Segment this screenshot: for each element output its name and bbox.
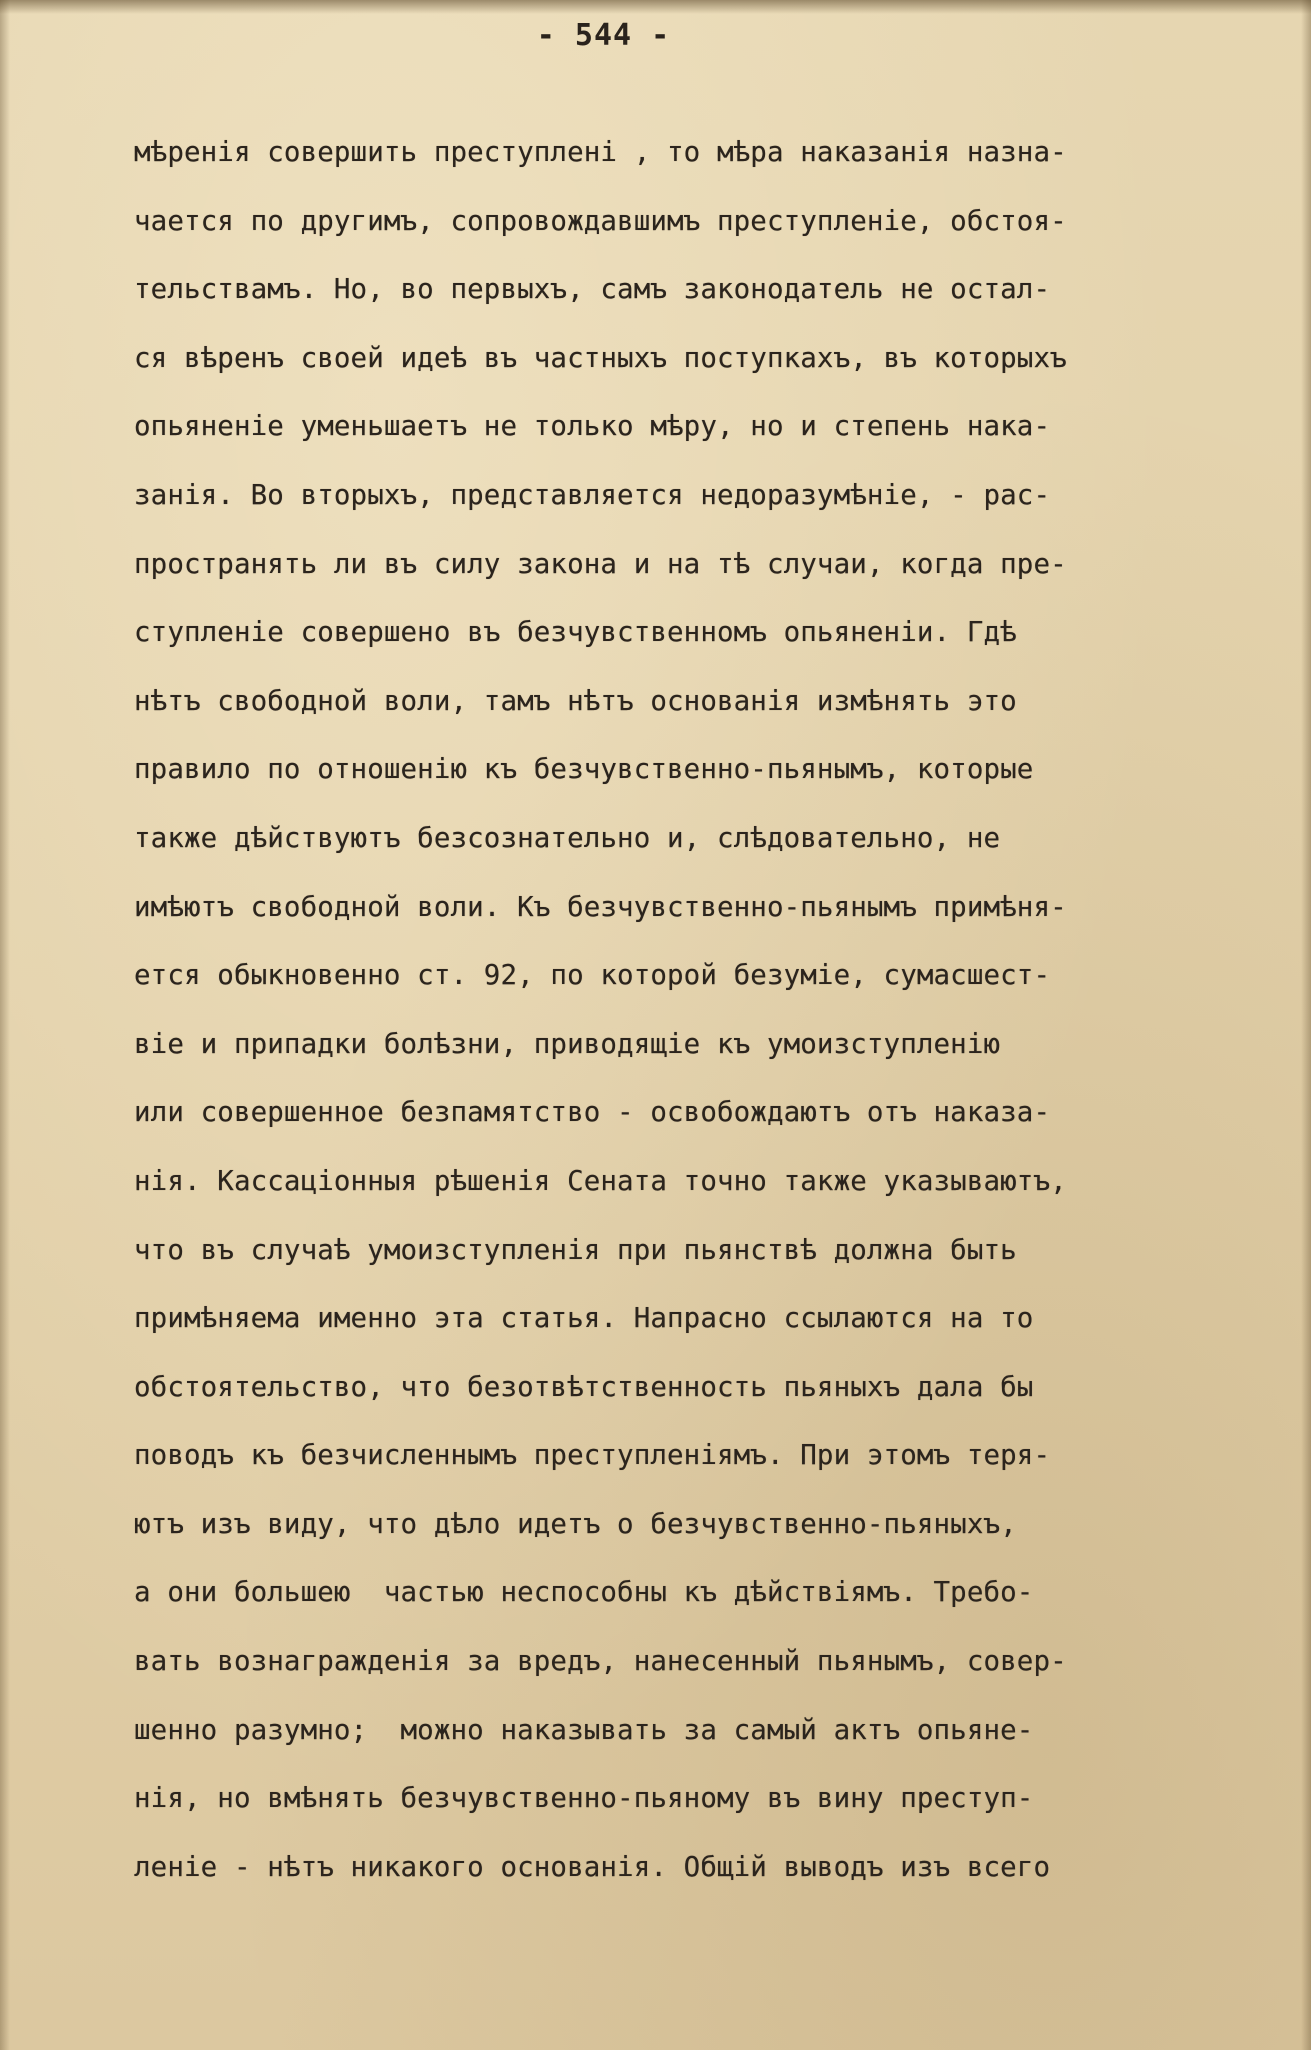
text-line-9: нѣтъ свободной воли, тамъ нѣтъ основанія измѣнять это — [134, 684, 1017, 717]
text-line-11: также дѣйствуютъ безсознательно и, слѣдовательно, не — [134, 821, 1001, 854]
text-line-12: имѣютъ свободной воли. Къ безчувственно-пьянымъ примѣня- — [134, 890, 1067, 923]
text-line-10: правило по отношенію къ безчувственно-пьянымъ, которые — [134, 753, 1034, 786]
text-line-16: нія. Кассаціонныя рѣшенія Сената точно также указываютъ, — [134, 1164, 1067, 1197]
text-line-25: нія, но вмѣнять безчувственно-пьяному въ вину преступ- — [134, 1782, 1034, 1815]
text-line-17: что въ случаѣ умоизступленія при пьянствѣ должна быть — [134, 1233, 1017, 1266]
text-line-18: примѣняема именно эта статья. Напрасно ссылаются на то — [134, 1302, 1034, 1335]
text-line-13: ется обыкновенно ст. 92, по которой безуміе, сумасшест- — [134, 959, 1051, 992]
text-line-24: шенно разумно; можно наказывать за самый актъ опьяне- — [134, 1713, 1034, 1746]
body-text — [134, 118, 1294, 1901]
text-line-6: занія. Во вторыхъ, представляется недоразумѣніе, - рас- — [134, 478, 1051, 511]
text-line-7: пространять ли въ силу закона и на тѣ случаи, когда пре- — [134, 547, 1067, 580]
text-line-8: ступленіе совершено въ безчувственномъ опьяненіи. Гдѣ — [134, 616, 1017, 649]
page-left-shadow — [0, 0, 10, 2050]
text-line-26: леніе - нѣтъ никакого основанія. Общій выводъ изъ всего — [134, 1850, 1051, 1883]
text-line-15: или совершенное безпамятство - освобождаютъ отъ наказа- — [134, 1096, 1051, 1129]
text-line-5: опьяненіе уменьшаетъ не только мѣру, но и степень нака- — [134, 410, 1051, 443]
text-line-3: тельствамъ. Но, во первыхъ, самъ законодатель не остал- — [134, 273, 1051, 306]
text-line-4: ся вѣренъ своей идеѣ въ частныхъ поступкахъ, въ которыхъ — [134, 341, 1067, 374]
text-line-20: поводъ къ безчисленнымъ преступленіямъ. При этомъ теря- — [134, 1439, 1051, 1472]
text-line-23: вать вознагражденія за вредъ, нанесенный пьянымъ, совер- — [134, 1645, 1067, 1678]
text-line-1: мѣренія совершить преступлені , то мѣра наказанія назна- — [134, 136, 1067, 168]
text-line-22: а они большею частью неспособны къ дѣйствіямъ. Требо- — [134, 1576, 1034, 1609]
page-right-shadow — [1301, 0, 1311, 2050]
text-line-2: чается по другимъ, сопровождавшимъ преступленіе, обстоя- — [134, 204, 1067, 237]
page-top-shadow — [0, 0, 1311, 14]
page-number: - 544 - — [536, 18, 671, 53]
text-line-14: віе и припадки болѣзни, приводящіе къ умоизступленію — [134, 1027, 1001, 1060]
text-line-21: ютъ изъ виду, что дѣло идетъ о безчувственно-пьяныхъ, — [134, 1507, 1017, 1540]
text-line-19: обстоятельство, что безотвѣтственность пьяныхъ дала бы — [134, 1370, 1034, 1403]
